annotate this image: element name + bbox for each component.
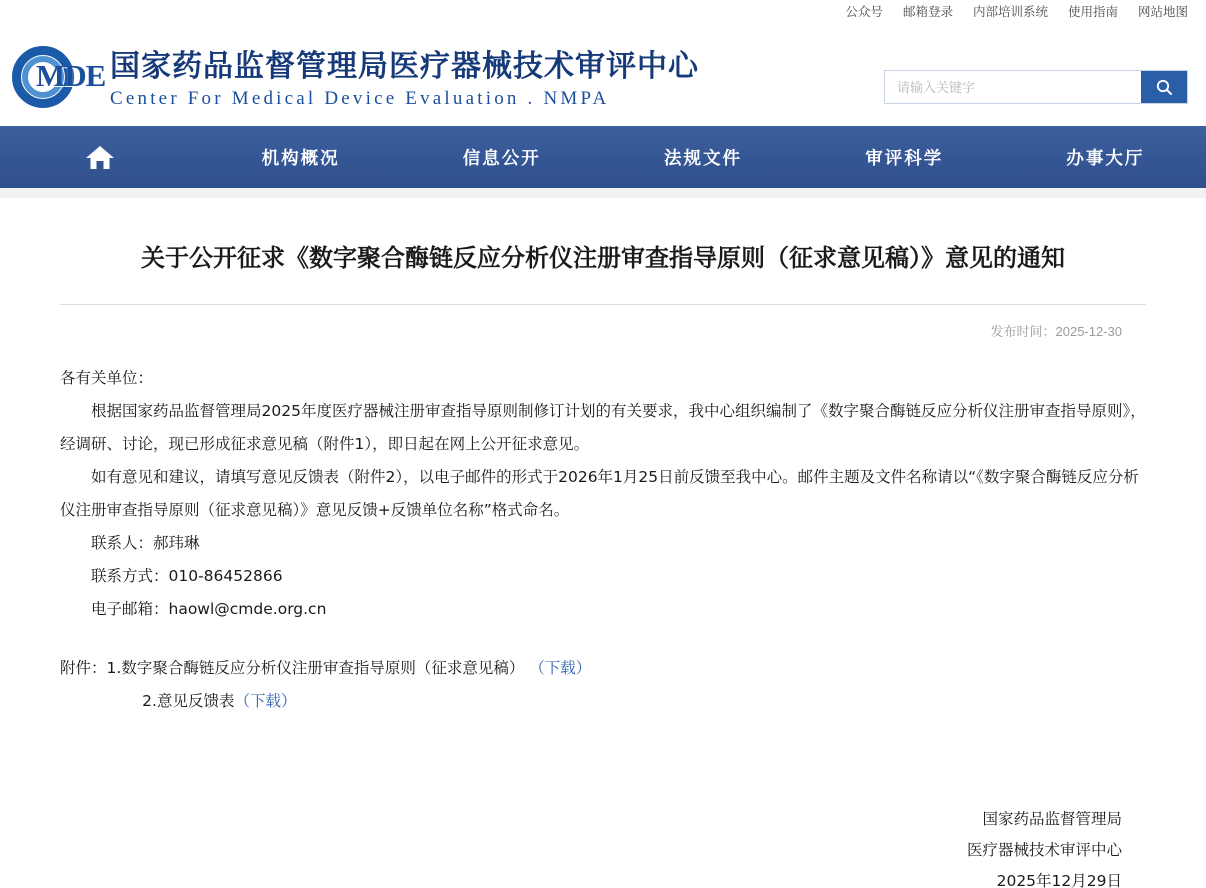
search-icon bbox=[1155, 78, 1173, 96]
top-utility-bar bbox=[0, 0, 1206, 22]
site-title-en: Center For Medical Device Evaluation . NMPA bbox=[110, 88, 610, 109]
body-spacer bbox=[60, 626, 1146, 652]
publish-time bbox=[60, 305, 1146, 340]
nav-item-science[interactable]: 审评科学 bbox=[865, 147, 944, 168]
search-box[interactable] bbox=[884, 70, 1188, 104]
nav-item-regulations[interactable]: 法规文件 bbox=[664, 147, 742, 168]
article-body bbox=[60, 340, 1146, 718]
nav-item-disclosure[interactable]: 信息公开 bbox=[462, 147, 541, 168]
nav-item-service-hall[interactable]: 办事大厅 bbox=[1066, 147, 1145, 168]
site-title-block bbox=[110, 44, 699, 112]
publish-time-value: 2025-12-30 bbox=[1055, 324, 1122, 339]
signature-date: 2025年12月29日 bbox=[996, 872, 1122, 888]
attachment-row-2 bbox=[60, 685, 1146, 718]
topbar-link-mail[interactable]: 邮箱登录 bbox=[902, 5, 953, 19]
signature-org-1: 国家药品监督管理局 bbox=[982, 810, 1122, 828]
attachment-1-download-link[interactable]: （下载） bbox=[529, 659, 592, 677]
nav-item-overview[interactable]: 机构概况 bbox=[261, 147, 340, 168]
article-container bbox=[0, 198, 1206, 888]
nav-item-home[interactable] bbox=[0, 144, 200, 171]
attachment-2-download-link[interactable]: （下载） bbox=[234, 692, 297, 710]
attachment-row-1 bbox=[60, 652, 1146, 685]
search-input[interactable] bbox=[885, 71, 1141, 103]
site-logo[interactable] bbox=[10, 42, 699, 114]
attachment-2-name: 意见反馈表 bbox=[156, 692, 235, 710]
topbar-link-sitemap[interactable]: 网站地图 bbox=[1137, 5, 1188, 19]
contact-email: 电子邮箱：haowl@cmde.org.cn bbox=[91, 600, 327, 618]
topbar-link-guide[interactable]: 使用指南 bbox=[1067, 5, 1118, 19]
topbar-link-wechat[interactable]: 公众号 bbox=[845, 5, 883, 19]
paragraph-2: 如有意见和建议，请填写意见反馈表（附件2），以电子邮件的形式于2026年1月25日前反馈至我中心。邮件主题及文件名称请以“《数字聚合酶链反应分析仪注册审查指导原则（征求意见稿）》意见反馈+反馈单位名称”格式命名。 bbox=[60, 468, 1139, 519]
home-icon bbox=[85, 144, 115, 171]
signature-block bbox=[60, 804, 1146, 888]
contact-phone: 联系方式：010-86452866 bbox=[91, 567, 283, 585]
main-nav bbox=[0, 126, 1206, 188]
search-button[interactable] bbox=[1141, 71, 1187, 103]
contact-person: 联系人：郝玮琳 bbox=[91, 534, 200, 552]
attachment-1-no: 1. bbox=[106, 659, 122, 677]
salutation: 各有关单位： bbox=[60, 369, 154, 387]
mde-logo-icon bbox=[10, 42, 106, 114]
content-gap bbox=[0, 188, 1206, 198]
signature-org-2: 医疗器械技术审评中心 bbox=[966, 841, 1122, 859]
attachment-1-name: 数字聚合酶链反应分析仪注册审查指导原则（征求意见稿） bbox=[121, 659, 525, 677]
topbar-link-training[interactable]: 内部培训系统 bbox=[972, 5, 1048, 19]
attachment-2-no: 2. bbox=[142, 692, 157, 710]
site-title-cn: 国家药品监督管理局医疗器械技术审评中心 bbox=[110, 49, 699, 84]
paragraph-1: 根据国家药品监督管理局2025年度医疗器械注册审查指导原则制修订计划的有关要求，我中心组织编制了《数字聚合酶链反应分析仪注册审查指导原则》，经调研、讨论，现已形成征求意见稿（附件1），即日起在网上公开征求意见。 bbox=[60, 402, 1146, 453]
site-header bbox=[0, 22, 1206, 126]
attachments-label: 附件： bbox=[60, 659, 107, 677]
publish-time-label: 发布时间： bbox=[990, 324, 1056, 339]
logo-abbr-text: MDE bbox=[36, 58, 106, 93]
page-title: 关于公开征求《数字聚合酶链反应分析仪注册审查指导原则（征求意见稿）》意见的通知 bbox=[141, 244, 1065, 272]
